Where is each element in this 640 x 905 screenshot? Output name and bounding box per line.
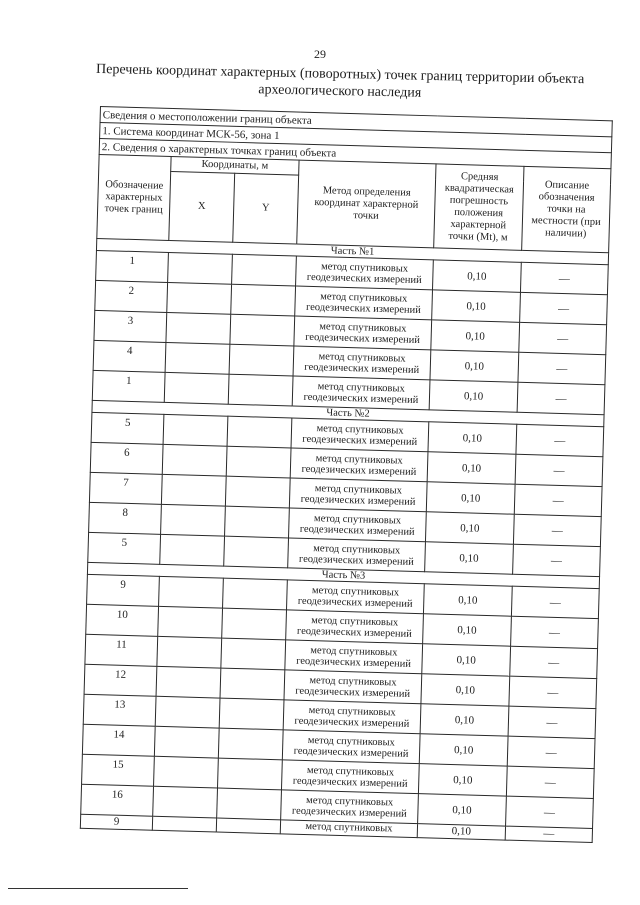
- coordinate-y: [217, 788, 282, 820]
- coordinate-x: [166, 312, 231, 344]
- description-value: —: [511, 586, 599, 618]
- header-description: Описание обозначения точки на местности (при наличии): [522, 166, 611, 252]
- error-value: 0,10: [429, 380, 518, 412]
- coordinate-y: [218, 728, 283, 760]
- error-value: 0,10: [418, 794, 507, 826]
- method-cell: метод спутниковых геодезических измерений: [295, 286, 433, 320]
- coordinate-x: [160, 534, 225, 566]
- error-value: 0,10: [419, 734, 508, 766]
- coordinate-x: [164, 372, 229, 404]
- method-cell: метод спутниковых геодезических измерений: [290, 448, 428, 482]
- coordinate-y: [231, 284, 296, 316]
- header-designation: Обозначение характерных точек границ: [97, 154, 171, 240]
- coordinate-x: [165, 342, 230, 374]
- point-number: 16: [81, 784, 154, 816]
- point-number: 8: [89, 502, 162, 534]
- method-cell: метод спутниковых геодезических измерений: [287, 580, 425, 614]
- coordinate-x: [157, 636, 222, 668]
- description-value: —: [519, 322, 607, 354]
- coordinate-x: [163, 414, 228, 446]
- part-label: Часть №3: [87, 562, 599, 588]
- method-cell: метод спутниковых геодезических измерений: [294, 316, 432, 350]
- description-value: —: [514, 484, 602, 516]
- header-coordinates: Координаты, м: [171, 157, 299, 176]
- description-value: —: [516, 424, 604, 456]
- coordinate-x: [155, 696, 220, 728]
- description-value: —: [515, 454, 603, 486]
- method-cell: метод спутниковых геодезических измерений: [283, 700, 421, 734]
- point-number: 1: [92, 370, 165, 402]
- header-error: Средняя квадратическая погрешность положения характерной точки (Mt), м: [434, 164, 524, 250]
- coordinate-x: [152, 816, 216, 832]
- description-value: —: [513, 544, 601, 576]
- error-value: 0,10: [425, 542, 514, 574]
- method-cell: метод спутниковых геодезических измерений: [286, 610, 424, 644]
- coordinate-y: [232, 254, 297, 286]
- coordinate-x: [153, 786, 218, 818]
- coordinate-x: [167, 282, 232, 314]
- method-cell: метод спутниковых геодезических измерений: [293, 346, 431, 380]
- point-number: 12: [84, 664, 157, 696]
- coordinate-x: [154, 756, 219, 788]
- point-number: 10: [86, 604, 159, 636]
- error-value: 0,10: [426, 482, 515, 514]
- description-value: —: [518, 352, 606, 384]
- coordinate-y: [224, 536, 289, 568]
- description-value: —: [505, 826, 592, 842]
- coordinate-y: [226, 446, 291, 478]
- coordinate-y: [219, 698, 284, 730]
- description-value: —: [510, 646, 598, 678]
- point-number: 15: [82, 754, 155, 786]
- point-number: 13: [83, 694, 156, 726]
- description-value: —: [508, 706, 596, 738]
- table-body: [80, 107, 612, 843]
- description-value: —: [506, 766, 594, 798]
- coordinate-x: [159, 576, 224, 608]
- method-cell: метод спутниковых геодезических измерений: [291, 418, 429, 452]
- method-cell: метод спутниковых геодезических измерений: [292, 376, 430, 410]
- method-cell: метод спутниковых геодезических измерений: [281, 790, 419, 824]
- description-value: —: [511, 616, 599, 648]
- description-value: —: [509, 676, 597, 708]
- error-value: 0,10: [423, 584, 512, 616]
- error-value: 0,10: [427, 452, 516, 484]
- error-value: 0,10: [421, 674, 510, 706]
- error-value: 0,10: [432, 290, 521, 322]
- point-number: 6: [90, 442, 163, 474]
- error-value: 0,10: [423, 614, 512, 646]
- coordinate-system-label: 1. Система координат МСК-56, зона 1: [100, 123, 612, 153]
- coordinate-x: [168, 252, 233, 284]
- error-value: 0,10: [418, 764, 507, 796]
- error-value: 0,10: [428, 422, 517, 454]
- description-value: —: [517, 382, 605, 414]
- coordinates-sheet: [80, 106, 612, 843]
- point-number: 5: [88, 532, 161, 564]
- header-method: Метод определения координат характерной точки: [297, 160, 436, 248]
- document-title: Перечень координат характерных (поворотных) точек границ территории объекта археологического наследия: [95, 61, 585, 101]
- coordinate-y: [223, 578, 288, 610]
- coordinate-y: [222, 608, 287, 640]
- coordinate-y: [225, 506, 290, 538]
- coordinate-y: [218, 758, 283, 790]
- coordinate-x: [156, 666, 221, 698]
- point-number: 2: [95, 280, 168, 312]
- point-number: 3: [94, 310, 167, 342]
- method-cell: метод спутниковых геодезических измерений: [289, 508, 427, 542]
- header-x: X: [169, 171, 235, 242]
- error-value: 0,10: [432, 260, 521, 292]
- description-value: —: [506, 796, 594, 828]
- method-cell: метод спутниковых геодезических измерений: [284, 670, 422, 704]
- method-cell: метод спутниковых геодезических измерений: [296, 256, 434, 290]
- error-value: 0,10: [422, 644, 511, 676]
- coordinate-y: [228, 374, 293, 406]
- coordinate-x: [162, 444, 227, 476]
- error-value: 0,10: [417, 824, 505, 840]
- error-value: 0,10: [425, 512, 514, 544]
- method-cell: метод спутниковых геодезических измерений: [285, 640, 423, 674]
- points-section-label: 2. Сведения о характерных точках границ объекта: [99, 139, 611, 169]
- point-number: 9: [87, 574, 160, 606]
- footnote-separator: [8, 888, 188, 889]
- point-number: 7: [89, 472, 162, 504]
- coordinate-y: [230, 314, 295, 346]
- point-number: 11: [85, 634, 158, 666]
- coordinate-y: [227, 416, 292, 448]
- description-value: —: [507, 736, 595, 768]
- page-number: 29: [314, 47, 326, 61]
- description-value: —: [513, 514, 601, 546]
- description-value: —: [520, 262, 608, 294]
- location-section-label: Сведения о местоположении границ объекта: [100, 107, 612, 137]
- part-label: Часть №2: [92, 400, 604, 426]
- error-value: 0,10: [430, 350, 519, 382]
- point-number: 14: [82, 724, 155, 756]
- point-number: 1: [96, 250, 169, 282]
- coordinate-x: [158, 606, 223, 638]
- coordinate-y: [220, 668, 285, 700]
- point-number: 9: [80, 814, 152, 830]
- coordinate-x: [154, 726, 219, 758]
- error-value: 0,10: [420, 704, 509, 736]
- error-value: 0,10: [431, 320, 520, 352]
- coordinate-y: [225, 476, 290, 508]
- method-cell: метод спутниковых геодезических измерений: [282, 730, 420, 764]
- method-cell: метод спутниковых геодезических измерений: [289, 478, 427, 512]
- coordinate-y: [216, 818, 280, 834]
- header-y: Y: [233, 173, 299, 244]
- coordinates-table: [80, 106, 613, 843]
- coordinate-y: [221, 638, 286, 670]
- part-label: Часть №1: [96, 238, 608, 264]
- coordinate-y: [229, 344, 294, 376]
- coordinate-x: [161, 504, 226, 536]
- point-number: 5: [91, 412, 164, 444]
- method-cell: метод спутниковых геодезических измерений: [288, 538, 426, 572]
- coordinate-x: [161, 474, 226, 506]
- point-number: 4: [93, 340, 166, 372]
- description-value: —: [520, 292, 608, 324]
- method-cell: метод спутниковых: [280, 820, 417, 838]
- method-cell: метод спутниковых геодезических измерений: [281, 760, 419, 794]
